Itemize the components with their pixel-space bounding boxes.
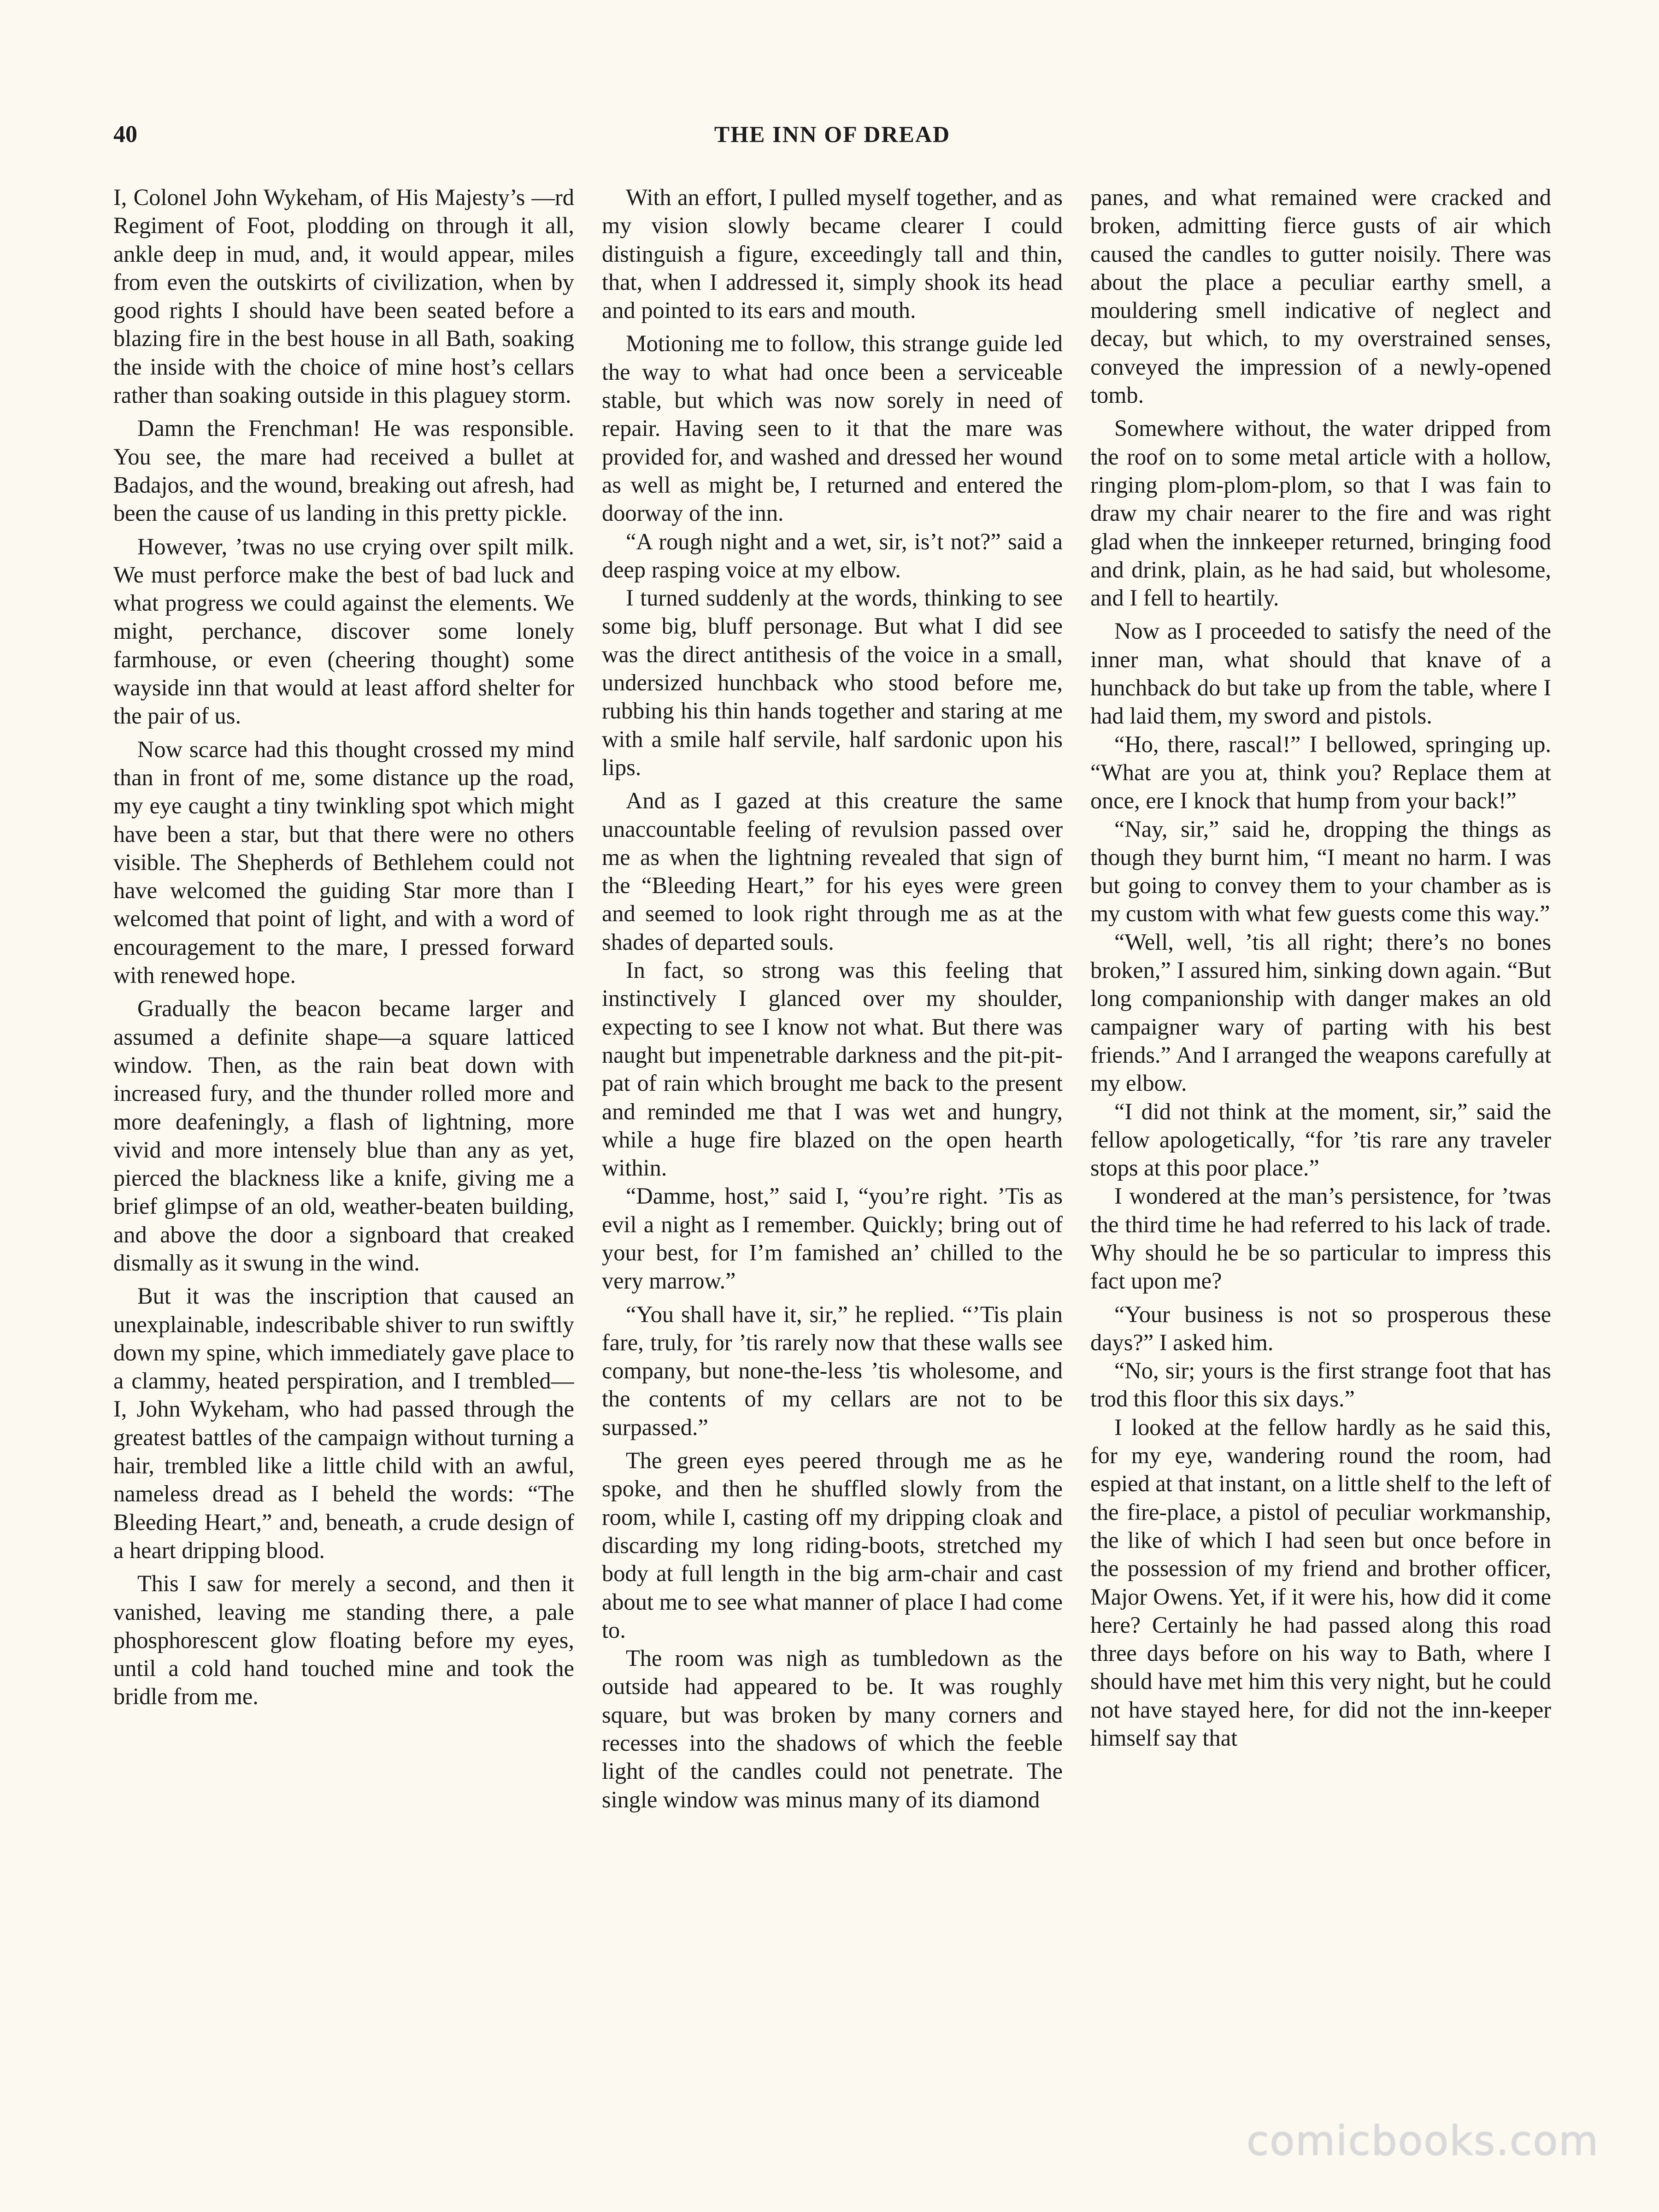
paragraph: “Your business is not so prosperous these days?” I asked him. — [1090, 1301, 1551, 1355]
paragraph: “I did not think at the moment, sir,” said the fellow apologetically, “for ’tis rare any traveler stops at this poor place.” — [1090, 1098, 1551, 1181]
paragraph: With an effort, I pulled myself together, and as my vision slowly became clearer I could distinguish a figure, exceedingly tall and thin, that, when I addressed it, simply shook its head and pointed to its ears and mouth. — [602, 184, 1063, 324]
paragraph: The room was nigh as tumbledown as the outside had appeared to be. It was roughly square, but was broken by many corners and recesses into the shadows of which the feeble light of the candles could not penetrate. The single window was minus many of its diamond — [602, 1645, 1063, 1812]
paragraph: “Ho, there, rascal!” I bellowed, springing up. “What are you at, think you? Replace them at once, ere I knock that hump from your back!” — [1090, 731, 1551, 814]
paragraph: Now scarce had this thought crossed my mind than in front of me, some distance up the road, my eye caught a tiny twinkling spot which might have been a star, but that there were no others visible. The Shepherds of Bethlehem could not have welcomed the guiding Star more than I welcomed that point of light, and with a word of encouragement to the mare, I pressed forward with renewed hope. — [113, 736, 574, 988]
paragraph: “Well, well, ’tis all right; there’s no bones broken,” I assured him, sinking down again. “But long companionship with danger makes an old campaigner wary of parting with his best friends.” And I arranged the weapons carefully at my elbow. — [1090, 929, 1551, 1096]
paragraph: But it was the inscription that caused an unexplainable, indescribable shiver to run swiftly down my spine, which immediately gave place to a clammy, heated perspiration, and I trembled— I, John Wykeham, who had passed through the greatest battles of the campaign without turning a hair, trembled like a little child with an awful, nameless dread as I beheld the words: “The Bleeding Heart,” and, beneath, a crude design of a heart dripping blood. — [113, 1283, 574, 1563]
paragraph: The green eyes peered through me as he spoke, and then he shuffled slowly from the room, while I, casting off my dripping cloak and discarding my long riding-boots, stretched my body at full length in the big arm-chair and cast about me to see what manner of place I had come to. — [602, 1447, 1063, 1643]
paragraph: Now as I proceeded to satisfy the need of the inner man, what should that knave of a hunchback do but take up from the table, where I had laid them, my sword and pistols. — [1090, 618, 1551, 729]
paragraph: However, ’twas no use crying over spilt milk. We must perforce make the best of bad luck and what progress we could against the elements. We might, perchance, discover some lonely farmhouse, or even (cheering thought) some wayside inn that would at least afford shelter for the pair of us. — [113, 533, 574, 729]
paragraph: I looked at the fellow hardly as he said this, for my eye, wandering round the room, had espied at that instant, on a little shelf to the left of the fire-place, a pistol of peculiar workmanship, the like of which I had seen but once before in the possession of my friend and brother officer, Major Owens. Yet, if it were his, how did it come here? Certainly he had passed along this road three days before on his way to Bath, where I should have met him this very night, but he could not have stayed here, for did not the inn-keeper himself say that — [1090, 1414, 1551, 1751]
paragraph: “Nay, sir,” said he, dropping the things as though they burnt him, “I meant no harm. I was but going to convey them to your chamber as is my custom with what few guests come this way.” — [1090, 816, 1551, 927]
paragraph: I wondered at the man’s persistence, for ’twas the third time he had referred to his lack of trade. Why should he be so particular to impress this fact upon me? — [1090, 1183, 1551, 1294]
column-2 — [602, 183, 1063, 2087]
paragraph: “Damme, host,” said I, “you’re right. ’Tis as evil a night as I remember. Quickly; bring out of your best, for I’m famished an’ chilled to the very marrow.” — [602, 1183, 1063, 1294]
paragraph: “You shall have it, sir,” he replied. “’Tis plain fare, truly, for ’tis rarely now that these walls see company, but none-the-less ’tis wholesome, and the contents of my cellars are not to be surpassed.” — [602, 1301, 1063, 1440]
paragraph: Somewhere without, the water dripped from the roof on to some metal article with a hollow, ringing plom-plom-plom, so that I was fain to draw my chair nearer to the fire and was right glad when the innkeeper returned, bringing food and drink, plain, as he had said, but wholesome, and I fell to heartily. — [1090, 415, 1551, 611]
paragraph: And as I gazed at this creature the same unaccountable feeling of revulsion passed over me as when the lightning revealed that sign of the “Bleeding Heart,” for his eyes were green and seemed to look right through me as at the shades of departed souls. — [602, 788, 1063, 955]
paragraph: I turned suddenly at the words, thinking to see some big, bluff personage. But what I did see was the direct antithesis of the voice in a small, undersized hunchback who stood before me, rubbing his thin hands together and staring at me with a smile half servile, half sardonic upon his lips. — [602, 585, 1063, 780]
column-3 — [1090, 183, 1551, 2087]
paragraph: “No, sir; yours is the first strange foot that has trod this floor this six days.” — [1090, 1358, 1551, 1412]
paragraph: panes, and what remained were cracked and broken, admitting fierce gusts of air which caused the candles to gutter noisily. There was about the place a peculiar earthy smell, a mouldering smell indicative of neglect and decay, but which, to my overstrained senses, conveyed the impression of a newly-opened tomb. — [1090, 184, 1551, 408]
paragraph: This I saw for merely a second, and then it vanished, leaving me standing there, a pale phosphorescent glow floating before my eyes, until a cold hand touched mine and took the bridle from me. — [113, 1571, 574, 1710]
paragraph: Damn the Frenchman! He was responsible. You see, the mare had received a bullet at Badajos, and the wound, breaking out afresh, had been the cause of us landing in this pretty pickle. — [113, 415, 574, 526]
paragraph: I, Colonel John Wykeham, of His Majesty’s —rd Regiment of Foot, plodding on through it all, ankle deep in mud, and, it would appear, miles from even the outskirts of civilization, when by good rights I should have been seated before a blazing fire in the best house in all Bath, soaking the inside with the choice of mine host’s cellars rather than soaking outside in this plaguey storm. — [113, 184, 574, 408]
paragraph: Gradually the beacon became larger and assumed a definite shape—a square latticed window. Then, as the rain beat down with increased fury, and the thunder rolled more and more deafeningly, a flash of lightning, more vivid and more intensely blue than any as yet, pierced the blackness like a knife, giving me a brief glimpse of an old, weather-beaten building, and above the door a signboard that creaked dismally as it swung in the wind. — [113, 995, 574, 1276]
column-1 — [113, 183, 574, 2087]
paragraph: “A rough night and a wet, sir, is’t not?” said a deep rasping voice at my elbow. — [602, 528, 1063, 582]
running-header — [113, 121, 1551, 158]
paragraph: In fact, so strong was this feeling that instinctively I glanced over my shoulder, expecting to see I know not what. But there was naught but impenetrable darkness and the pit-pit-pat of rain which brought me back to the present and reminded me that I was wet and hungry, while a huge fire blazed on the open hearth within. — [602, 957, 1063, 1181]
watermark: comicbooks.com — [1246, 2117, 1599, 2165]
running-title: THE INN OF DREAD — [714, 121, 951, 147]
page-number: 40 — [113, 121, 137, 147]
paragraph: Motioning me to follow, this strange guide led the way to what had once been a serviceable stable, but which was now sorely in need of repair. Having seen to it that the mare was provided for, and washed and dressed her wound as well as might be, I returned and entered the doorway of the inn. — [602, 330, 1063, 526]
text-columns — [113, 183, 1551, 2087]
